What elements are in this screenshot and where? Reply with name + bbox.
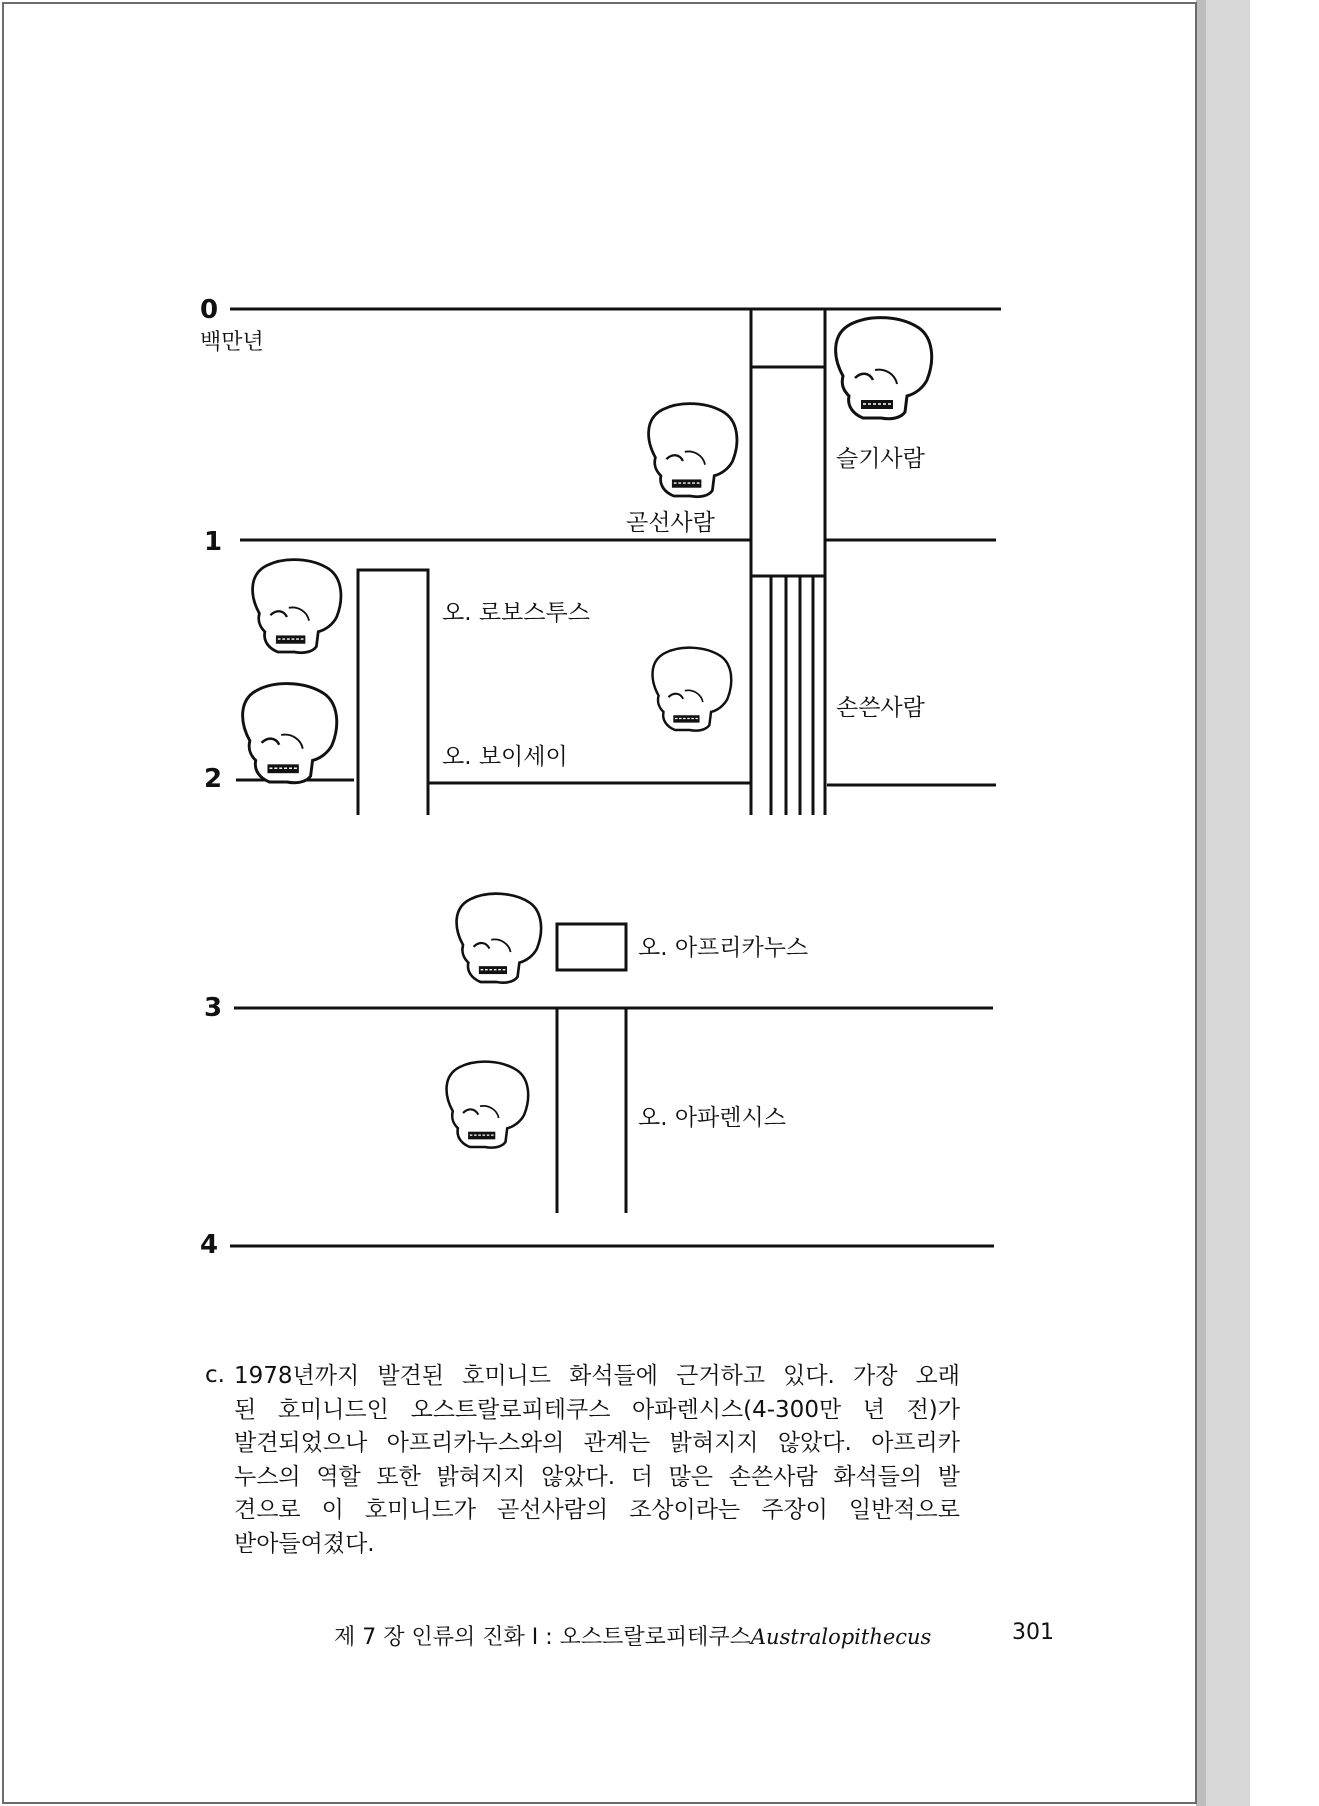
running-footer: [334, 1620, 931, 1651]
axis-unit-label: 백만년: [200, 330, 264, 355]
range-bar-sapiens: [751, 309, 825, 367]
species-label: 슬기사람: [836, 446, 925, 472]
caption-label: c.: [205, 1362, 225, 1388]
tick-label: 2: [204, 764, 223, 794]
caption-line: 견으로 이 호미니드가 곧선사람의 조상이라는 주장이 일반적으로: [234, 1497, 960, 1523]
tick-label: 1: [204, 527, 223, 557]
tick-label: 4: [200, 1230, 219, 1260]
range-bar-erectus: [751, 367, 825, 576]
species-label: 곧선사람: [626, 510, 715, 536]
species-label: 오. 아파렌시스: [638, 1105, 786, 1131]
page-number: 301: [1012, 1620, 1054, 1645]
species-label: 손쓴사람: [836, 695, 925, 721]
species-label: 오. 보이세이: [442, 744, 568, 770]
caption-line: 된 호미니드인 오스트랄로피테쿠스 아파렌시스(4-300만 년 전)가: [234, 1396, 960, 1423]
caption-line: 발견되었으나 아프리카누스와의 관계는 밝혀지지 않았다. 아프리카: [234, 1430, 960, 1456]
species-label: 오. 아프리카누스: [638, 935, 809, 961]
caption-text: [234, 1360, 960, 1561]
range-bar-robustus-boisei: [358, 570, 428, 815]
footer-chapter: 제 7 장 인류의 진화 Ⅰ : 오스트랄로피테쿠스: [334, 1625, 751, 1650]
species-label: 오. 로보스투스: [442, 600, 590, 626]
footer-latin: Australopithecus: [750, 1625, 932, 1649]
tick-label: 3: [204, 993, 223, 1023]
tick-label: 0: [200, 295, 219, 325]
caption-line: 누스의 역할 또한 밝혀지지 않았다. 더 많은 손쓴사람 화석들의 발: [234, 1463, 960, 1490]
range-bar-africanus: [557, 924, 626, 970]
caption-line: 1978년까지 발견된 호미니드 화석들에 근거하고 있다. 가장 오래: [234, 1363, 960, 1389]
caption-line: 받아들여졌다.: [234, 1530, 375, 1557]
